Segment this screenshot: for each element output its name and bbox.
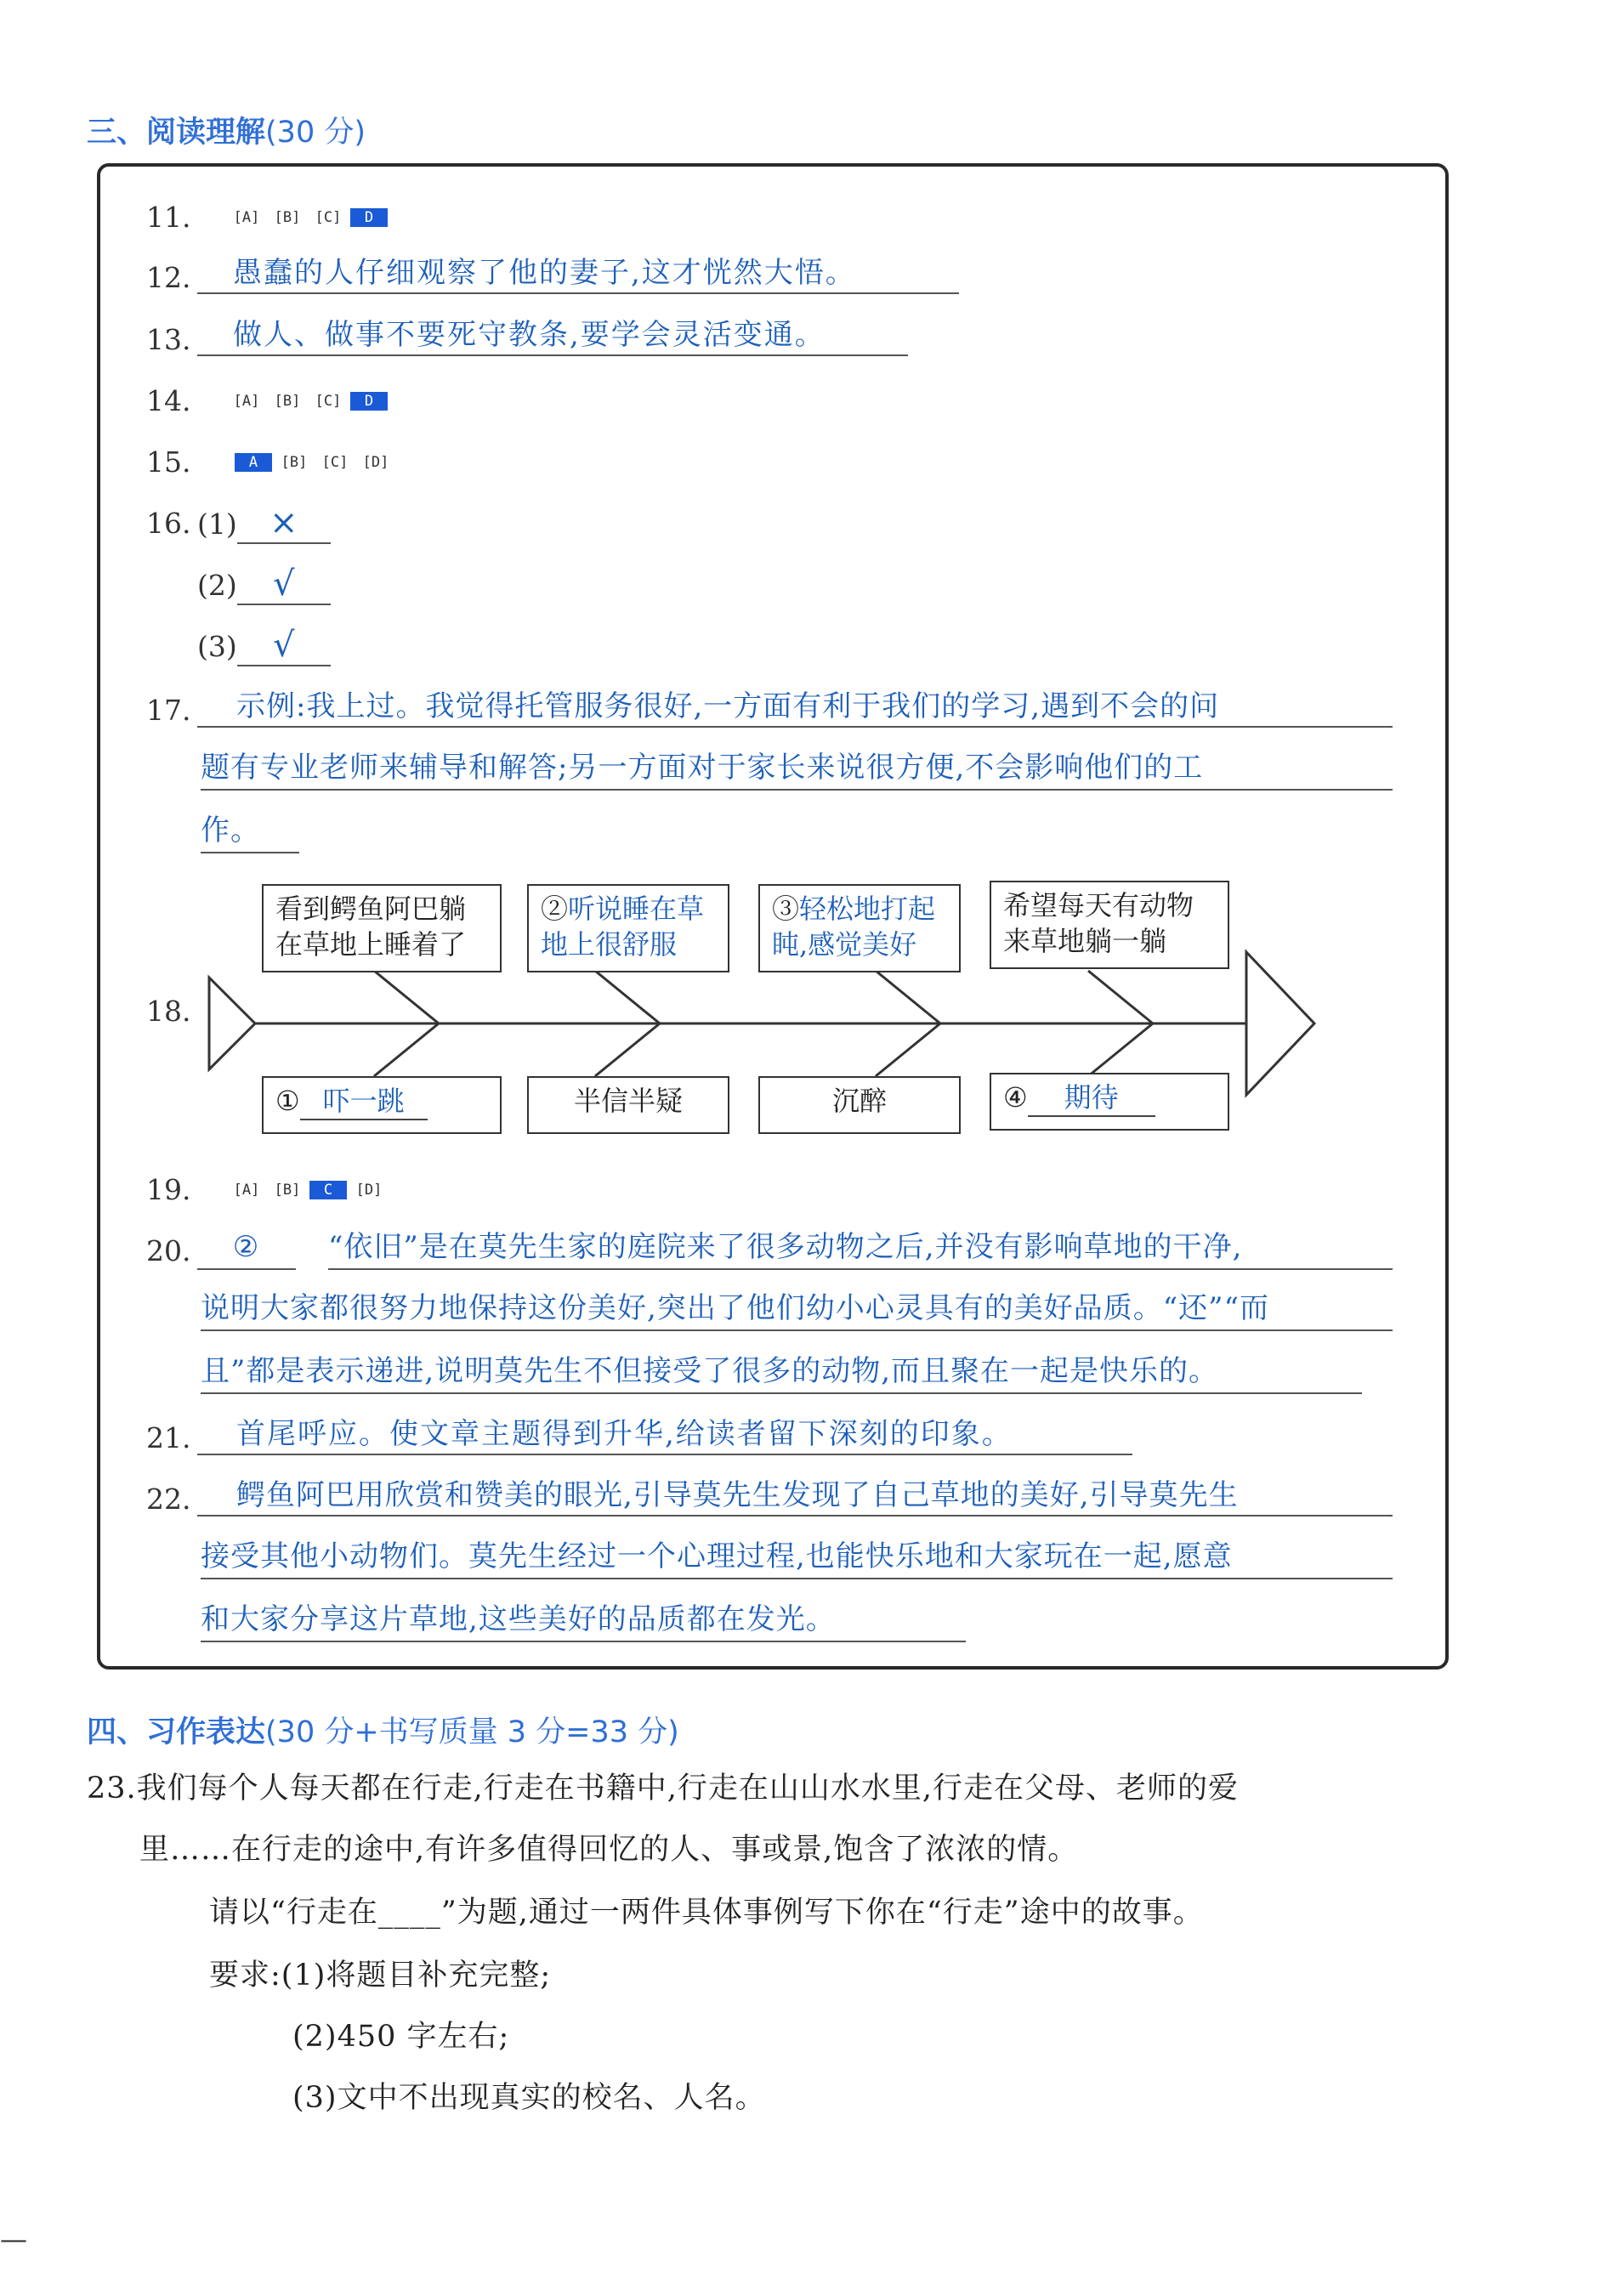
q16-item-3: (3) √ bbox=[197, 626, 331, 666]
q20-answer-line-3: 且”都是表示递进,说明莫先生不但接受了很多的动物,而且聚在一起是快乐的。 bbox=[201, 1352, 1362, 1394]
fishbone-bottom-box-2: 半信半疑 bbox=[527, 1076, 729, 1134]
q20-answer-line-1: “依旧”是在莫先生家的庭院来了很多动物之后,并没有影响草地的干净, bbox=[328, 1227, 1393, 1270]
fishbone-top-box-3: ③轻松地打起盹,感觉美好 bbox=[758, 884, 961, 972]
choice-bubble-c[interactable]: [C] bbox=[315, 209, 342, 226]
fishbone-bone bbox=[876, 1023, 940, 1076]
check-mark-icon: √ bbox=[237, 626, 331, 666]
q21-answer: 首尾呼应。使文章主题得到升华,给读者留下深刻的印象。 bbox=[197, 1414, 1132, 1455]
choice-bubble-d-filled[interactable]: D bbox=[350, 392, 388, 411]
q23-requirement-3: (3)文中不出现真实的校名、人名。 bbox=[292, 2081, 766, 2115]
check-mark-icon: √ bbox=[237, 564, 331, 605]
q23-requirement-1: 要求:(1)将题目补充完整; bbox=[209, 1959, 552, 1993]
choice-bubble-c-filled[interactable]: C bbox=[309, 1181, 347, 1199]
section-3-title: 三、阅读理解(30 分) bbox=[87, 116, 366, 150]
q20-number: 20. bbox=[146, 1234, 191, 1267]
fishbone-bone bbox=[595, 971, 660, 1023]
q17-number: 17. bbox=[146, 694, 191, 727]
q22-answer-line-3: 和大家分享这片草地,这些美好的品质都在发光。 bbox=[201, 1600, 966, 1642]
q13-answer: 做人、做事不要死守教条,要学会灵活变通。 bbox=[197, 315, 908, 356]
q11-number: 11. bbox=[146, 201, 191, 234]
choice-bubble-a-filled[interactable]: A bbox=[235, 453, 272, 472]
choice-bubble-b[interactable]: [B] bbox=[274, 393, 301, 410]
page-footer-dash: — bbox=[0, 2223, 27, 2255]
q21-number: 21. bbox=[146, 1421, 191, 1454]
q15-number: 15. bbox=[146, 445, 191, 479]
q16-item-2: (2) √ bbox=[197, 564, 331, 605]
choice-bubble-b[interactable]: [B] bbox=[274, 209, 301, 226]
fishbone-head bbox=[1246, 952, 1314, 1095]
fishbone-bottom-box-3: 沉醉 bbox=[758, 1076, 961, 1134]
q19-number: 19. bbox=[146, 1173, 191, 1206]
cross-mark-icon: × bbox=[237, 503, 331, 544]
q17-answer-line-1: 示例:我上过。我觉得托管服务很好,一方面有利于我们的学习,遇到不会的问 bbox=[197, 687, 1393, 728]
fishbone-bone bbox=[876, 971, 940, 1023]
fishbone-bone bbox=[1088, 1023, 1153, 1076]
q20-choice: ② bbox=[197, 1227, 296, 1270]
q12-answer: 愚蠢的人仔细观察了他的妻子,这才恍然大悟。 bbox=[197, 253, 959, 294]
q23-requirement-2: (2)450 字左右; bbox=[292, 2020, 510, 2054]
choice-bubble-d-filled[interactable]: D bbox=[350, 208, 388, 227]
fishbone-top-box-1: 看到鳄鱼阿巴躺在草地上睡着了 bbox=[262, 884, 502, 972]
q23-number: 23. bbox=[87, 1772, 137, 1806]
choice-bubble-d[interactable]: [D] bbox=[355, 1182, 383, 1199]
fishbone-tail bbox=[209, 978, 255, 1069]
q16-item-1: (1) × bbox=[197, 503, 331, 544]
choice-bubble-a[interactable]: [A] bbox=[233, 209, 260, 226]
q22-number: 22. bbox=[146, 1482, 191, 1516]
choice-bubble-a[interactable]: [A] bbox=[233, 393, 260, 410]
q18-number: 18. bbox=[146, 995, 191, 1028]
q23-prompt-line-1: 23.我们每个人每天都在行走,行走在书籍中,行走在山山水水里,行走在父母、老师的爱 bbox=[87, 1772, 1240, 1806]
q16-number: 16. bbox=[146, 507, 191, 540]
fishbone-top-box-2: ②听说睡在草地上很舒服 bbox=[527, 884, 729, 972]
fishbone-bottom-box-1: ① 吓一跳 bbox=[262, 1076, 502, 1134]
q13-number: 13. bbox=[146, 323, 191, 356]
fishbone-bone bbox=[374, 1023, 439, 1076]
section-4-title: 四、习作表达(30 分+书写质量 3 分=33 分) bbox=[87, 1715, 679, 1749]
choice-bubble-a[interactable]: [A] bbox=[233, 1182, 260, 1199]
q17-answer-line-2: 题有专业老师来辅导和解答;另一方面对于家长来说很方便,不会影响他们的工 bbox=[201, 748, 1393, 791]
q20-answer-line-2: 说明大家都很努力地保持这份美好,突出了他们幼小心灵具有的美好品质。“还”“而 bbox=[201, 1289, 1393, 1331]
fishbone-bone bbox=[374, 971, 439, 1023]
q17-answer-line-3: 作。 bbox=[201, 811, 299, 853]
q23-prompt-line-3: 请以“行走在____”为题,通过一两件具体事例写下你在“行走”途中的故事。 bbox=[209, 1896, 1204, 1930]
choice-bubble-c[interactable]: [C] bbox=[315, 393, 342, 410]
q22-answer-line-1: 鳄鱼阿巴用欣赏和赞美的眼光,引导莫先生发现了自己草地的美好,引导莫先生 bbox=[197, 1476, 1393, 1516]
choice-bubble-d[interactable]: [D] bbox=[362, 454, 389, 471]
q23-prompt-line-2: 里……在行走的途中,有许多值得回忆的人、事或景,饱含了浓浓的情。 bbox=[139, 1833, 1079, 1867]
choice-bubble-c[interactable]: [C] bbox=[321, 454, 349, 471]
fishbone-bone bbox=[1088, 971, 1153, 1023]
choice-bubble-b[interactable]: [B] bbox=[274, 1182, 301, 1199]
q14-number: 14. bbox=[146, 384, 191, 417]
q12-number: 12. bbox=[146, 261, 191, 294]
choice-bubble-b[interactable]: [B] bbox=[281, 454, 308, 471]
q19-choices bbox=[228, 1181, 391, 1199]
fishbone-top-box-4: 希望每天有动物来草地躺一躺 bbox=[990, 881, 1229, 969]
q22-answer-line-2: 接受其他小动物们。莫先生经过一个心理过程,也能快乐地和大家玩在一起,愿意 bbox=[201, 1537, 1393, 1579]
fishbone-bottom-box-4: ④ 期待 bbox=[990, 1073, 1229, 1131]
fishbone-bone bbox=[595, 1023, 660, 1076]
